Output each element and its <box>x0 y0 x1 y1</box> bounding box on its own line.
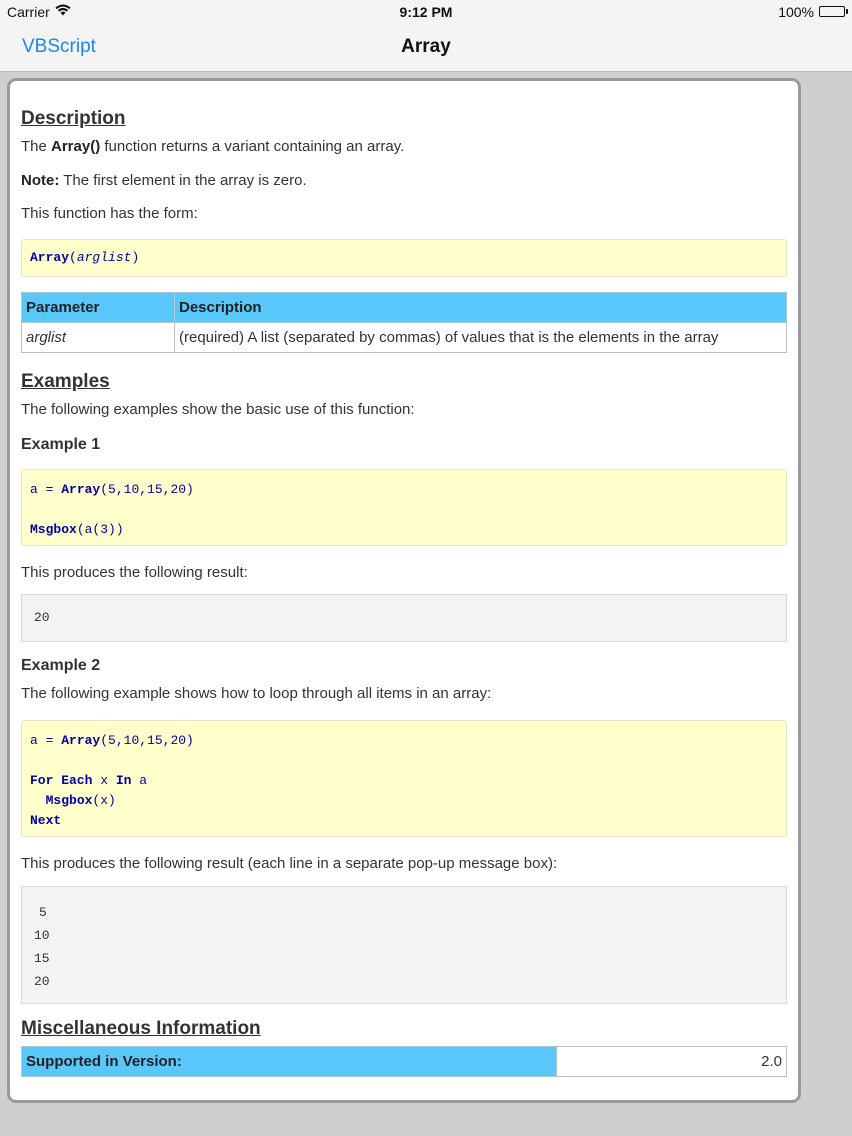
carrier-label: Carrier <box>7 4 50 20</box>
example2-result-block <box>21 886 787 1004</box>
top-bar <box>0 0 852 72</box>
result-line: 10 <box>34 928 50 943</box>
content-card[interactable] <box>7 78 801 1103</box>
description-intro: The Array() function returns a variant containing an array. <box>21 138 405 155</box>
supported-version-value: 2.0 <box>557 1047 787 1077</box>
back-button[interactable]: VBScript <box>22 36 96 57</box>
example1-code-block: a = Array(5,10,15,20) Msgbox(a(3)) <box>21 469 787 546</box>
parameter-table <box>21 292 787 353</box>
param-header: Parameter <box>22 293 175 323</box>
param-name: arglist <box>22 323 175 353</box>
table-row <box>22 323 787 353</box>
supported-version-label: Supported in Version: <box>22 1047 557 1077</box>
table-row <box>22 1047 787 1077</box>
example1-result-intro: This produces the following result: <box>21 564 248 581</box>
example2-result-intro: This produces the following result (each line in a separate pop-up message box): <box>21 855 558 872</box>
battery-percent: 100% <box>778 4 814 20</box>
clock: 9:12 PM <box>399 4 453 20</box>
examples-heading: Examples <box>21 371 110 392</box>
example2-intro: The following example shows how to loop through all items in an array: <box>21 685 492 702</box>
page-title: Array <box>401 36 451 57</box>
param-description: (required) A list (separated by commas) of values that is the elements in the array <box>175 323 787 353</box>
form-text: This function has the form: <box>21 205 198 222</box>
example2-title: Example 2 <box>21 657 101 674</box>
result-line: 15 <box>34 951 50 966</box>
example1-result-block <box>21 594 787 642</box>
note-text: Note: The first element in the array is zero. <box>21 172 307 189</box>
syntax-code-block: Array(arglist) <box>21 239 787 277</box>
result-line: 20 <box>34 974 50 989</box>
status-bar <box>0 0 852 24</box>
examples-intro: The following examples show the basic use of this function: <box>21 401 415 418</box>
result-line: 5 <box>39 905 47 920</box>
misc-heading: Miscellaneous Information <box>21 1018 261 1039</box>
example2-code-block: a = Array(5,10,15,20) For Each x In a Msgbox(x) Next <box>21 720 787 837</box>
example1-title: Example 1 <box>21 436 101 453</box>
result-line: 20 <box>34 610 50 625</box>
misc-info-table <box>21 1046 787 1077</box>
description-heading: Description <box>21 108 126 129</box>
battery-icon <box>819 6 845 17</box>
description-header: Description <box>175 293 787 323</box>
